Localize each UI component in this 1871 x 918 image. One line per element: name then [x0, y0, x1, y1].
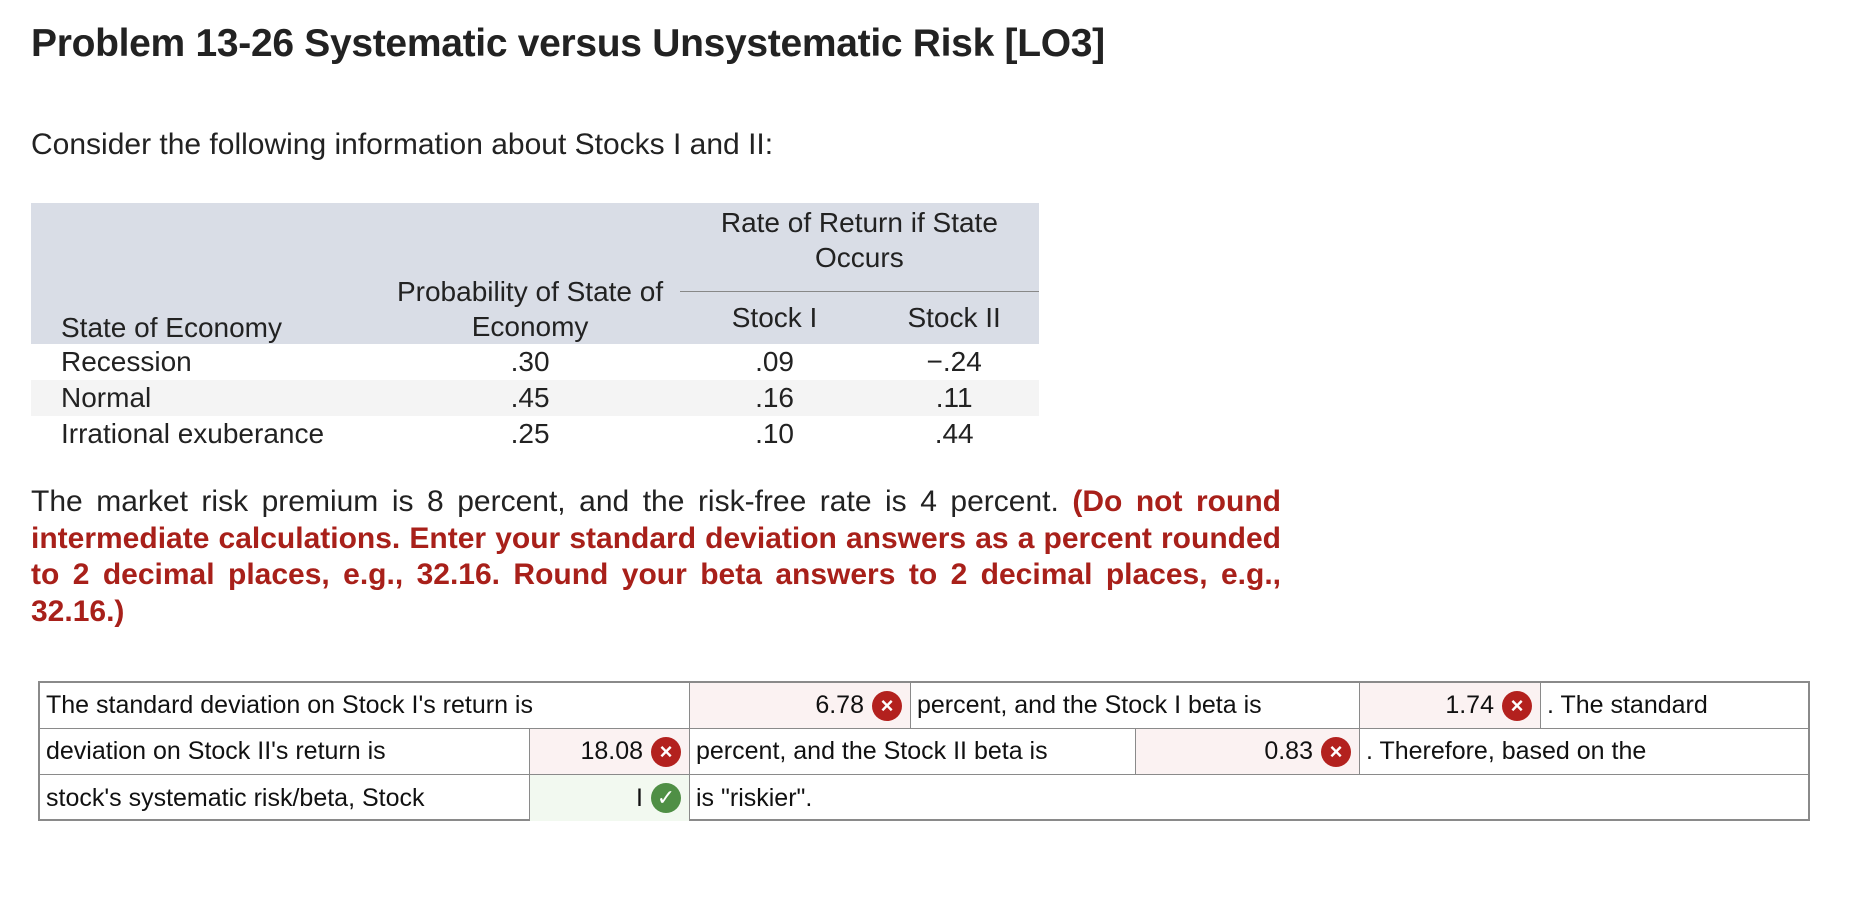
stock1-sd-value: 6.78 — [815, 691, 864, 719]
correct-icon: ✓ — [651, 783, 681, 813]
header-rate-line2: Occurs — [815, 242, 904, 273]
header-state: State of Economy — [31, 203, 380, 344]
intro-text: Consider the following information about Stocks I and II: — [31, 128, 774, 161]
cell-probability: .45 — [380, 380, 679, 416]
answer-grid — [38, 681, 1810, 821]
table-row — [31, 344, 1039, 380]
market-paragraph — [31, 484, 1281, 630]
stock1-beta-input[interactable] — [1360, 683, 1541, 728]
header-stock-2: Stock II — [869, 292, 1039, 345]
stock2-beta-value: 0.83 — [1264, 737, 1313, 765]
header-probability-line1: Probability of State of — [396, 276, 664, 307]
answer-text: percent, and the Stock II beta is — [690, 729, 1136, 774]
returns-table — [31, 203, 1039, 452]
riskier-stock-value: I — [636, 783, 643, 812]
instructions-text: (Do not round intermediate calculations. Enter your standard deviation answers as a percent rounded to 2 decimal places, e.g., 32.16. Round your beta answers to 2 decimal places, e.g., 32.16.) — [31, 485, 1281, 628]
incorrect-icon: × — [1321, 737, 1351, 767]
problem-title: Problem 13-26 Systematic versus Unsystematic Risk [LO3] — [31, 22, 1105, 65]
answer-text: . The standard — [1547, 691, 1708, 719]
cell-state: Recession — [61, 346, 192, 377]
stock1-beta-value: 1.74 — [1445, 691, 1494, 719]
cell-stock-1: .09 — [755, 346, 795, 377]
answer-text: percent, and the Stock I beta is — [911, 683, 1360, 728]
cell-stock-1: .16 — [680, 380, 870, 416]
header-rate-line1: Rate of Return if State — [720, 207, 998, 238]
stock1-sd-input[interactable] — [690, 683, 911, 728]
cell-state: Normal — [31, 380, 380, 416]
cell-state: Irrational exuberance — [61, 418, 325, 449]
answer-row-1 — [40, 683, 1808, 729]
cell-stock-2: .44 — [934, 418, 974, 449]
table-row — [31, 416, 1039, 452]
incorrect-icon: × — [872, 691, 902, 721]
riskier-stock-select[interactable] — [530, 775, 690, 821]
header-probability-line2: Economy — [471, 311, 589, 342]
cell-stock-2: −.24 — [926, 346, 982, 377]
header-stock-1: Stock I — [680, 292, 870, 345]
answer-text: stock's systematic risk/beta, Stock — [40, 775, 530, 821]
answer-row-2 — [40, 729, 1808, 775]
incorrect-icon: × — [1502, 691, 1532, 721]
stock2-sd-input[interactable] — [530, 729, 690, 774]
stock2-beta-input[interactable] — [1136, 729, 1360, 774]
answer-text: The standard deviation on Stock I's return is — [40, 683, 690, 728]
header-rate-of-return — [680, 203, 1039, 292]
header-probability — [380, 203, 679, 344]
cell-probability: .25 — [510, 418, 550, 449]
table-row — [31, 380, 1039, 416]
cell-stock-2: .11 — [869, 380, 1039, 416]
answer-text: is "riskier". — [696, 783, 813, 812]
answer-row-3 — [40, 775, 1808, 821]
incorrect-icon: × — [651, 737, 681, 767]
cell-stock-1: .10 — [755, 418, 795, 449]
market-text: The market risk premium is 8 percent, and the risk-free rate is 4 percent. — [31, 485, 1073, 518]
cell-probability: .30 — [510, 346, 550, 377]
stock2-sd-value: 18.08 — [580, 737, 643, 765]
answer-text: . Therefore, based on the — [1366, 737, 1647, 765]
answer-text: deviation on Stock II's return is — [40, 729, 530, 774]
